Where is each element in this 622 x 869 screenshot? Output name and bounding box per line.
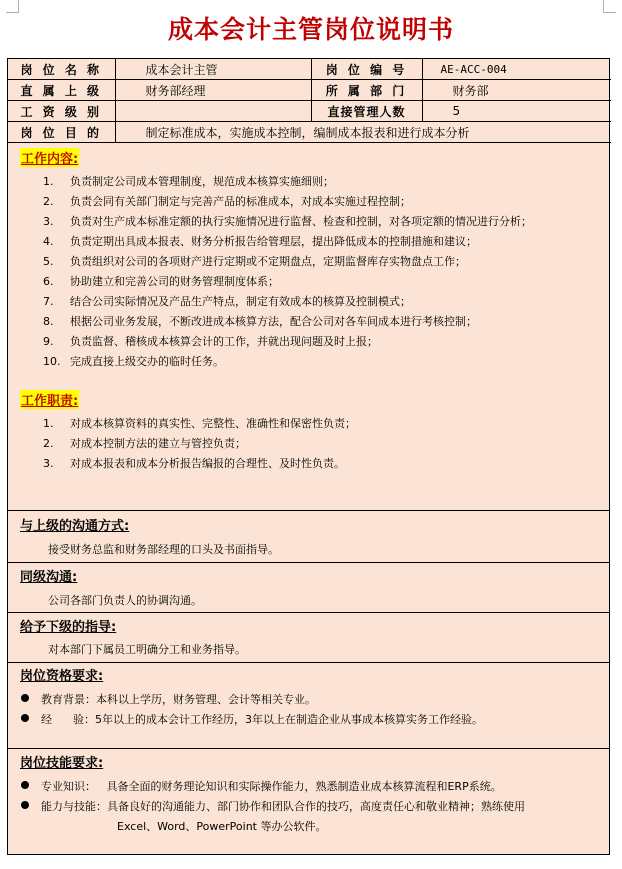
- list-item: [28, 172, 532, 192]
- list-item-text: 负责会同有关部门制定与完善产品的标准成本，对成本实施过程控制；: [70, 195, 411, 208]
- list-item-number: 8.: [43, 315, 54, 328]
- bullet-icon: [21, 801, 29, 809]
- department-label: 所 属 部 门: [311, 80, 422, 101]
- experience-bullet: [21, 711, 483, 727]
- list-item: [28, 212, 532, 232]
- list-item-number: 3.: [43, 215, 54, 228]
- list-item: [28, 272, 532, 292]
- direct-reports-label: 直接管理人数: [311, 101, 422, 122]
- list-item-text: 协助建立和完善公司的财务管理制度体系；: [70, 275, 279, 288]
- qualification-heading: 岗位资格要求:: [20, 669, 104, 684]
- salary-value: [115, 101, 311, 122]
- superior-value: 财务部经理: [115, 80, 311, 101]
- bullet-icon: [21, 781, 29, 789]
- position-name-value: 成本会计主管: [115, 59, 311, 80]
- salary-label: 工 资 级 别: [8, 101, 115, 122]
- list-item-number: 5.: [43, 255, 54, 268]
- list-item: [28, 434, 356, 454]
- peer-communication-text: 公司各部门负责人的协调沟通。: [48, 594, 202, 607]
- list-item: [28, 192, 532, 212]
- info-row: [8, 101, 611, 122]
- ability-text: 能力与技能：具备良好的沟通能力、部门协作和团队合作的技巧，高度责任心和敬业精神；熟练使用: [41, 800, 525, 813]
- divider: [8, 662, 609, 663]
- list-item-text: 负责组织对公司的各项财产进行定期或不定期盘点，定期监督库存实物盘点工作；: [70, 255, 466, 268]
- list-item-text: 对成本控制方法的建立与管控负责；: [70, 437, 246, 450]
- bullet-icon: [21, 694, 29, 702]
- list-item: [28, 232, 532, 252]
- education-bullet: [21, 691, 316, 707]
- list-item: [28, 352, 532, 372]
- duties-heading: 工作职责:: [20, 390, 79, 409]
- work-content-heading: 工作内容:: [20, 148, 79, 167]
- list-item-text: 负责监督、稽核成本核算会计的工作，并就出现问题及时上报；: [70, 335, 378, 348]
- info-row: [8, 59, 611, 80]
- purpose-label: 岗 位 目 的: [8, 122, 115, 143]
- list-item-number: 3.: [43, 457, 54, 470]
- list-item: [28, 332, 532, 352]
- document-title: 成本会计主管岗位说明书: [167, 15, 454, 44]
- list-item-number: 1.: [43, 417, 54, 430]
- list-item-number: 2.: [43, 195, 54, 208]
- info-row: [8, 80, 611, 101]
- professional-knowledge-text: 专业知识： 具备全面的财务理论知识和实际操作能力，熟悉制造业成本核算流程和ERP系统。: [41, 780, 502, 793]
- list-item: [28, 454, 356, 474]
- superior-label: 直 属 上 级: [8, 80, 115, 101]
- list-item-number: 6.: [43, 275, 54, 288]
- info-row: [8, 122, 611, 143]
- list-item: [28, 312, 532, 332]
- direct-reports-value: 5: [422, 101, 611, 122]
- ability-text-continued: Excel、Word、PowerPoint 等办公软件。: [117, 820, 327, 833]
- position-name-label: 岗 位 名 称: [8, 59, 115, 80]
- subordinate-guidance-text: 对本部门下属员工明确分工和业务指导。: [48, 643, 246, 656]
- divider: [8, 562, 609, 563]
- divider: [8, 612, 609, 613]
- duties-list: [28, 414, 356, 474]
- peer-communication-heading: 同级沟通:: [20, 570, 78, 585]
- list-item-text: 完成直接上级交办的临时任务。: [70, 355, 224, 368]
- list-item-number: 1.: [43, 175, 54, 188]
- list-item-number: 9.: [43, 335, 54, 348]
- divider: [8, 748, 609, 749]
- work-content-list: [28, 172, 532, 372]
- list-item-number: 10.: [43, 355, 61, 368]
- list-item-text: 结合公司实际情况及产品生产特点，制定有效成本的核算及控制模式；: [70, 295, 411, 308]
- list-item-text: 负责对生产成本标准定额的执行实施情况进行监督、检查和控制，对各项定额的情况进行分析；: [70, 215, 532, 228]
- list-item: [28, 292, 532, 312]
- position-code-label: 岗 位 编 号: [311, 59, 422, 80]
- divider: [8, 510, 609, 511]
- list-item-text: 对成本报表和成本分析报告编报的合理性、及时性负责。: [70, 457, 345, 470]
- list-item-number: 7.: [43, 295, 54, 308]
- professional-knowledge-bullet: [21, 778, 502, 794]
- experience-text: 5年以上的成本会计工作经历，3年以上在制造企业从事成本核算实务工作经验。: [94, 713, 483, 726]
- ability-bullet: [21, 798, 525, 814]
- skills-heading: 岗位技能要求:: [20, 756, 104, 771]
- purpose-value: 制定标准成本，实施成本控制，编制成本报表和进行成本分析: [115, 122, 611, 143]
- job-description-sheet: [7, 58, 610, 855]
- education-text: 教育背景：本科以上学历，财务管理、会计等相关专业。: [41, 693, 316, 706]
- list-item-text: 负责制定公司成本管理制度，规范成本核算实施细则；: [70, 175, 334, 188]
- experience-label: 经 验：: [41, 713, 95, 726]
- position-code-value: AE-ACC-004: [422, 59, 611, 80]
- list-item: [28, 414, 356, 434]
- list-item-number: 2.: [43, 437, 54, 450]
- upward-communication-text: 接受财务总监和财务部经理的口头及书面指导。: [48, 543, 279, 556]
- list-item-number: 4.: [43, 235, 54, 248]
- upward-communication-heading: 与上级的沟通方式:: [20, 519, 130, 534]
- department-value: 财务部: [422, 80, 611, 101]
- list-item-text: 对成本核算资料的真实性、完整性、准确性和保密性负责；: [70, 417, 356, 430]
- list-item-text: 负责定期出具成本报表、财务分析报告给管理层，提出降低成本的控制措施和建议；: [70, 235, 477, 248]
- bullet-icon: [21, 714, 29, 722]
- subordinate-guidance-heading: 给予下级的指导:: [20, 620, 117, 635]
- list-item: [28, 252, 532, 272]
- list-item-text: 根据公司业务发展，不断改进成本核算方法，配合公司对各车间成本进行考核控制；: [70, 315, 477, 328]
- info-table: [8, 59, 611, 143]
